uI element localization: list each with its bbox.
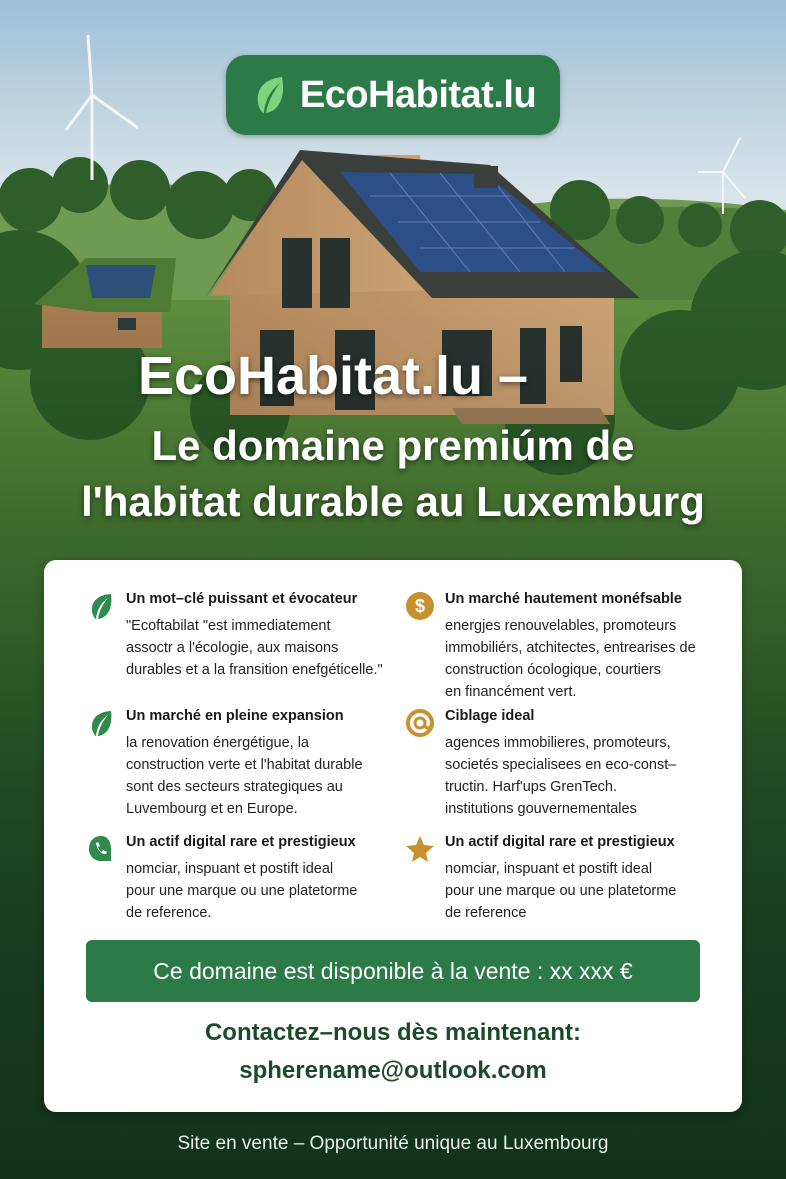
star-icon	[405, 834, 435, 864]
headline-line-2: Le domaine premiúm de	[151, 422, 635, 469]
feature-body: nomciar, inspuant et postift ideal pour une marque ou une platetorme de reference	[445, 861, 677, 921]
feature-title: Un mot–clé puissant et évocateur	[126, 591, 358, 607]
headline-line-3: l'habitat durable au Luxemburg	[81, 478, 705, 525]
leaf-icon	[250, 73, 290, 117]
feature-title: Un marché hautement monéfsable	[445, 591, 682, 607]
at-sign-icon	[405, 708, 435, 738]
domain-for-sale-button[interactable]: Ce domaine est disponible à la vente : xx xxx €	[86, 940, 700, 1002]
feature-body: nomciar, inspuant et postift ideal pour une marque ou une platetorme de reference.	[126, 861, 358, 921]
leaf-icon	[86, 591, 116, 621]
feature-title: Ciblage ideal	[445, 708, 535, 724]
dollar-coin-icon	[405, 591, 435, 621]
logo-text: EcoHabitat.lu	[299, 73, 537, 116]
contact-label: Contactez–nous dès maintenant:	[204, 1019, 582, 1046]
feature-body: la renovation énergétigue, la construction verte et l'habitat durable sont des secteurs strategiques au Luvembourg et en Europe.	[126, 735, 363, 817]
logo-badge	[226, 55, 560, 135]
feature-title: Un marché en pleine expansion	[126, 708, 344, 724]
feature-body: energjes renouvelables, promoteurs immobiliérs, atchitectes, entrearises de construction ócologique, courtiers en financément vert.	[445, 618, 696, 700]
phone-icon	[86, 834, 116, 864]
headline-line-1: EcoHabitat.lu –	[137, 346, 529, 406]
contact-email-link[interactable]: spherename@outlook.com	[239, 1057, 547, 1084]
feature-title: Un actif digital rare et prestigieux	[445, 834, 675, 850]
leaf-icon	[86, 708, 116, 738]
svg-text:$: $	[414, 596, 426, 616]
footer-text: Site en vente – Opportunité unique au Luxembourg	[177, 1133, 609, 1154]
feature-body: agences immobilieres, promoteurs, societés specialisees en eco-const– tructin. Harf'ups GrenTech. institutions gouvernementales	[445, 735, 677, 817]
feature-title: Un actif digital rare et prestigieux	[126, 834, 356, 850]
feature-body: "Ecoftabilat "est immediatement assoctr a l'écologie, aux maisons durables et a la fransition enefgéticelle."	[126, 618, 383, 678]
